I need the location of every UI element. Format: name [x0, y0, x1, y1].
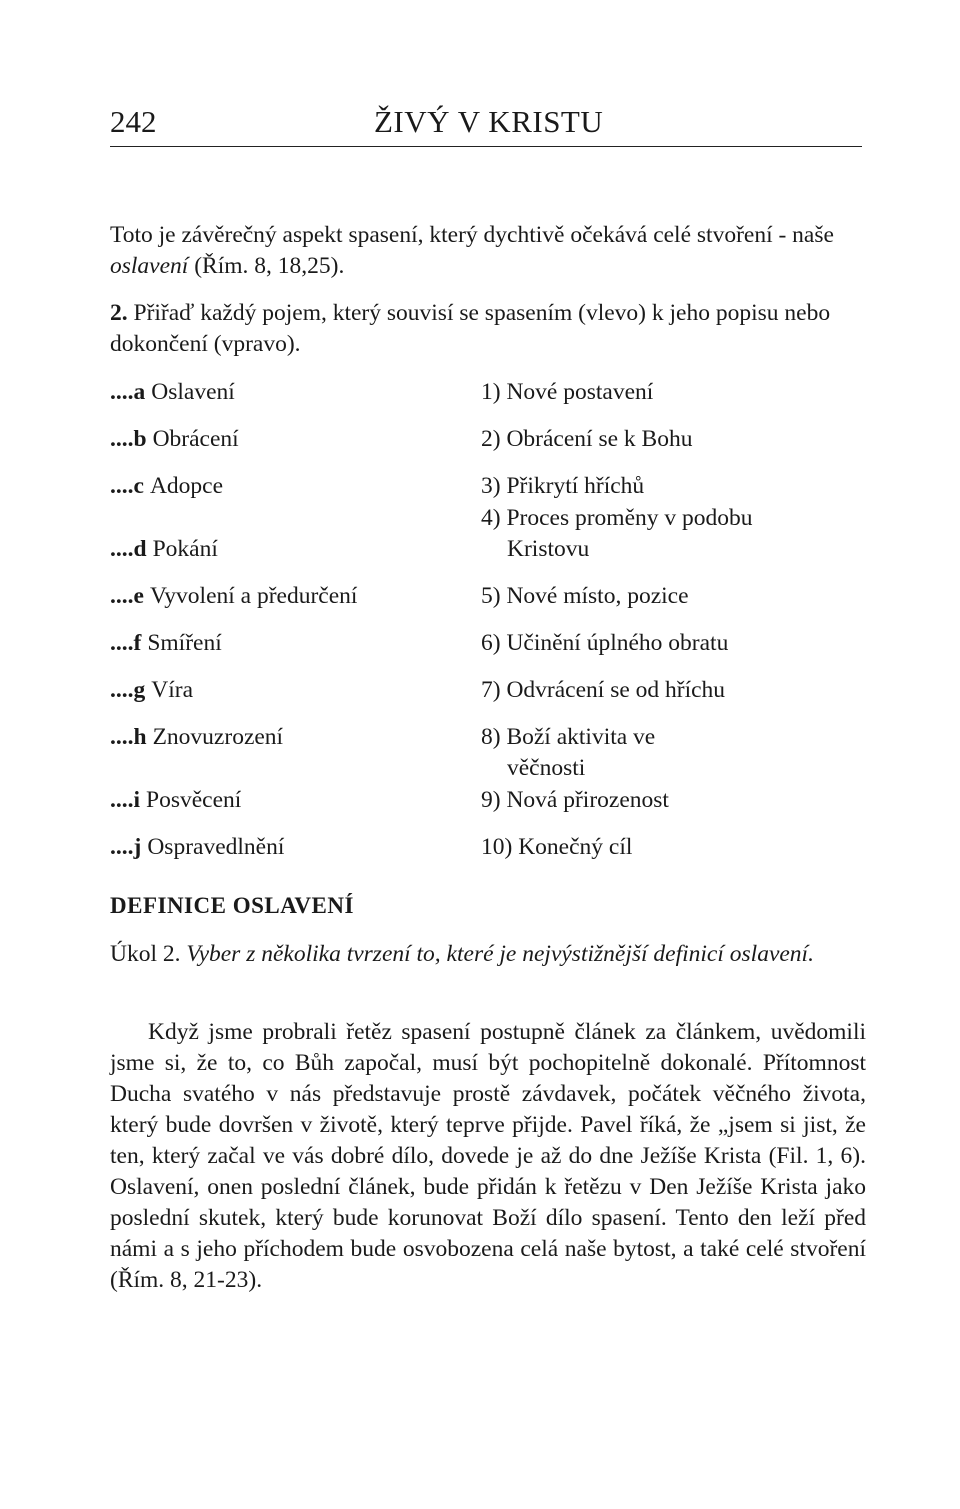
exercise-text: Vyber z několika tvrzení to, které je nejvýstižnější definicí oslavení. [186, 941, 814, 967]
task-instruction [110, 298, 866, 360]
term-label: Posvěcení [146, 787, 242, 813]
term-item [110, 785, 241, 816]
description-item [481, 722, 655, 784]
term-marker: ....c [110, 473, 144, 499]
task-text: Přiřaď každý pojem, který souvisí se spasením (vlevo) k jeho popisu nebo dokončení (vpravo). [110, 300, 831, 357]
body-paragraph: Když jsme probrali řetěz spasení postupně článek za článkem, uvědomili jsme si, že to, co Bůh započal, musí být pochopitelně dokonalé. Přítomnost Ducha svatého v nás představuje prostě závdavek, počátek věčného života, který bude dovršen v životě, který teprve přijde. Pavel říká, že „jsem si jist, že ten, který začal ve vás dobré dílo, dovede je až do dne Ježíše Krista (Fil. 1, 6). Oslavení, onen poslední článek, bude přidán k řetězu v Den Ježíše Krista jako poslední skutek, který bude korunovat Boží dílo spasení. Tento den leží před námi a s jeho příchodem bude osvobozena celá naše bytost, a také celé stvoření (Řím. 8, 21-23). [110, 1019, 866, 1293]
description-item [481, 377, 653, 408]
description-item [481, 675, 725, 706]
description-item [481, 581, 689, 612]
intro-text: Toto je závěrečný aspekt spasení, který dychtivě očekává celé stvoření - naše [110, 222, 834, 248]
description-item [481, 785, 669, 816]
description-label: 4) Proces proměny v podobu [481, 505, 753, 531]
section-heading: DEFINICE OSLAVENÍ [110, 893, 354, 918]
description-item [481, 424, 692, 455]
intro-paragraph [110, 220, 866, 282]
term-item [110, 832, 284, 863]
term-label: Vyvolení a předurčení [149, 583, 358, 609]
description-item [481, 628, 728, 659]
description-continuation: Kristovu [507, 536, 590, 562]
exercise-label: Úkol 2. [110, 941, 187, 967]
term-marker: ....b [110, 426, 147, 452]
description-label: 8) Boží aktivita ve [481, 724, 656, 750]
page-header [110, 100, 862, 147]
running-title: ŽIVÝ V KRISTU [374, 104, 604, 139]
term-item [110, 675, 193, 706]
term-label: Adopce [149, 473, 224, 499]
description-label: 6) Učinění úplného obratu [481, 630, 729, 656]
term-marker: ....d [110, 536, 147, 562]
description-label: 5) Nové místo, pozice [481, 583, 689, 609]
description-label: 3) Přikrytí hříchů [481, 473, 645, 499]
description-label: 1) Nové postavení [481, 379, 654, 405]
term-item [110, 377, 235, 408]
page-number: 242 [110, 104, 157, 139]
term-label: Obrácení [152, 426, 239, 452]
term-item [110, 424, 239, 455]
term-item [110, 534, 218, 565]
task-number: 2. [110, 300, 128, 326]
description-item [481, 832, 632, 863]
term-marker: ....h [110, 724, 147, 750]
term-label: Víra [151, 677, 194, 703]
intro-reference: (Řím. 8, 18,25). [188, 253, 345, 279]
term-label: Oslavení [151, 379, 235, 405]
description-item [481, 471, 644, 502]
term-item [110, 471, 223, 502]
term-label: Ospravedlnění [147, 834, 285, 860]
term-label: Znovuzrození [152, 724, 284, 750]
term-marker: ....i [110, 787, 141, 813]
term-label: Pokání [152, 536, 218, 562]
description-label: 2) Obrácení se k Bohu [481, 426, 693, 452]
term-marker: ....a [110, 379, 146, 405]
description-continuation: věčnosti [507, 755, 586, 781]
description-label: 10) Konečný cíl [481, 834, 633, 860]
term-marker: ....j [110, 834, 142, 860]
intro-emphasis: oslavení [110, 253, 189, 279]
term-item [110, 581, 357, 612]
description-label: 9) Nová přirozenost [481, 787, 669, 813]
term-item [110, 628, 222, 659]
term-marker: ....g [110, 677, 146, 703]
term-item [110, 722, 283, 753]
term-marker: ....e [110, 583, 144, 609]
term-marker: ....f [110, 630, 142, 656]
description-label: 7) Odvrácení se od hříchu [481, 677, 726, 703]
exercise-prompt [110, 939, 866, 970]
term-label: Smíření [147, 630, 222, 656]
description-item [481, 503, 753, 565]
